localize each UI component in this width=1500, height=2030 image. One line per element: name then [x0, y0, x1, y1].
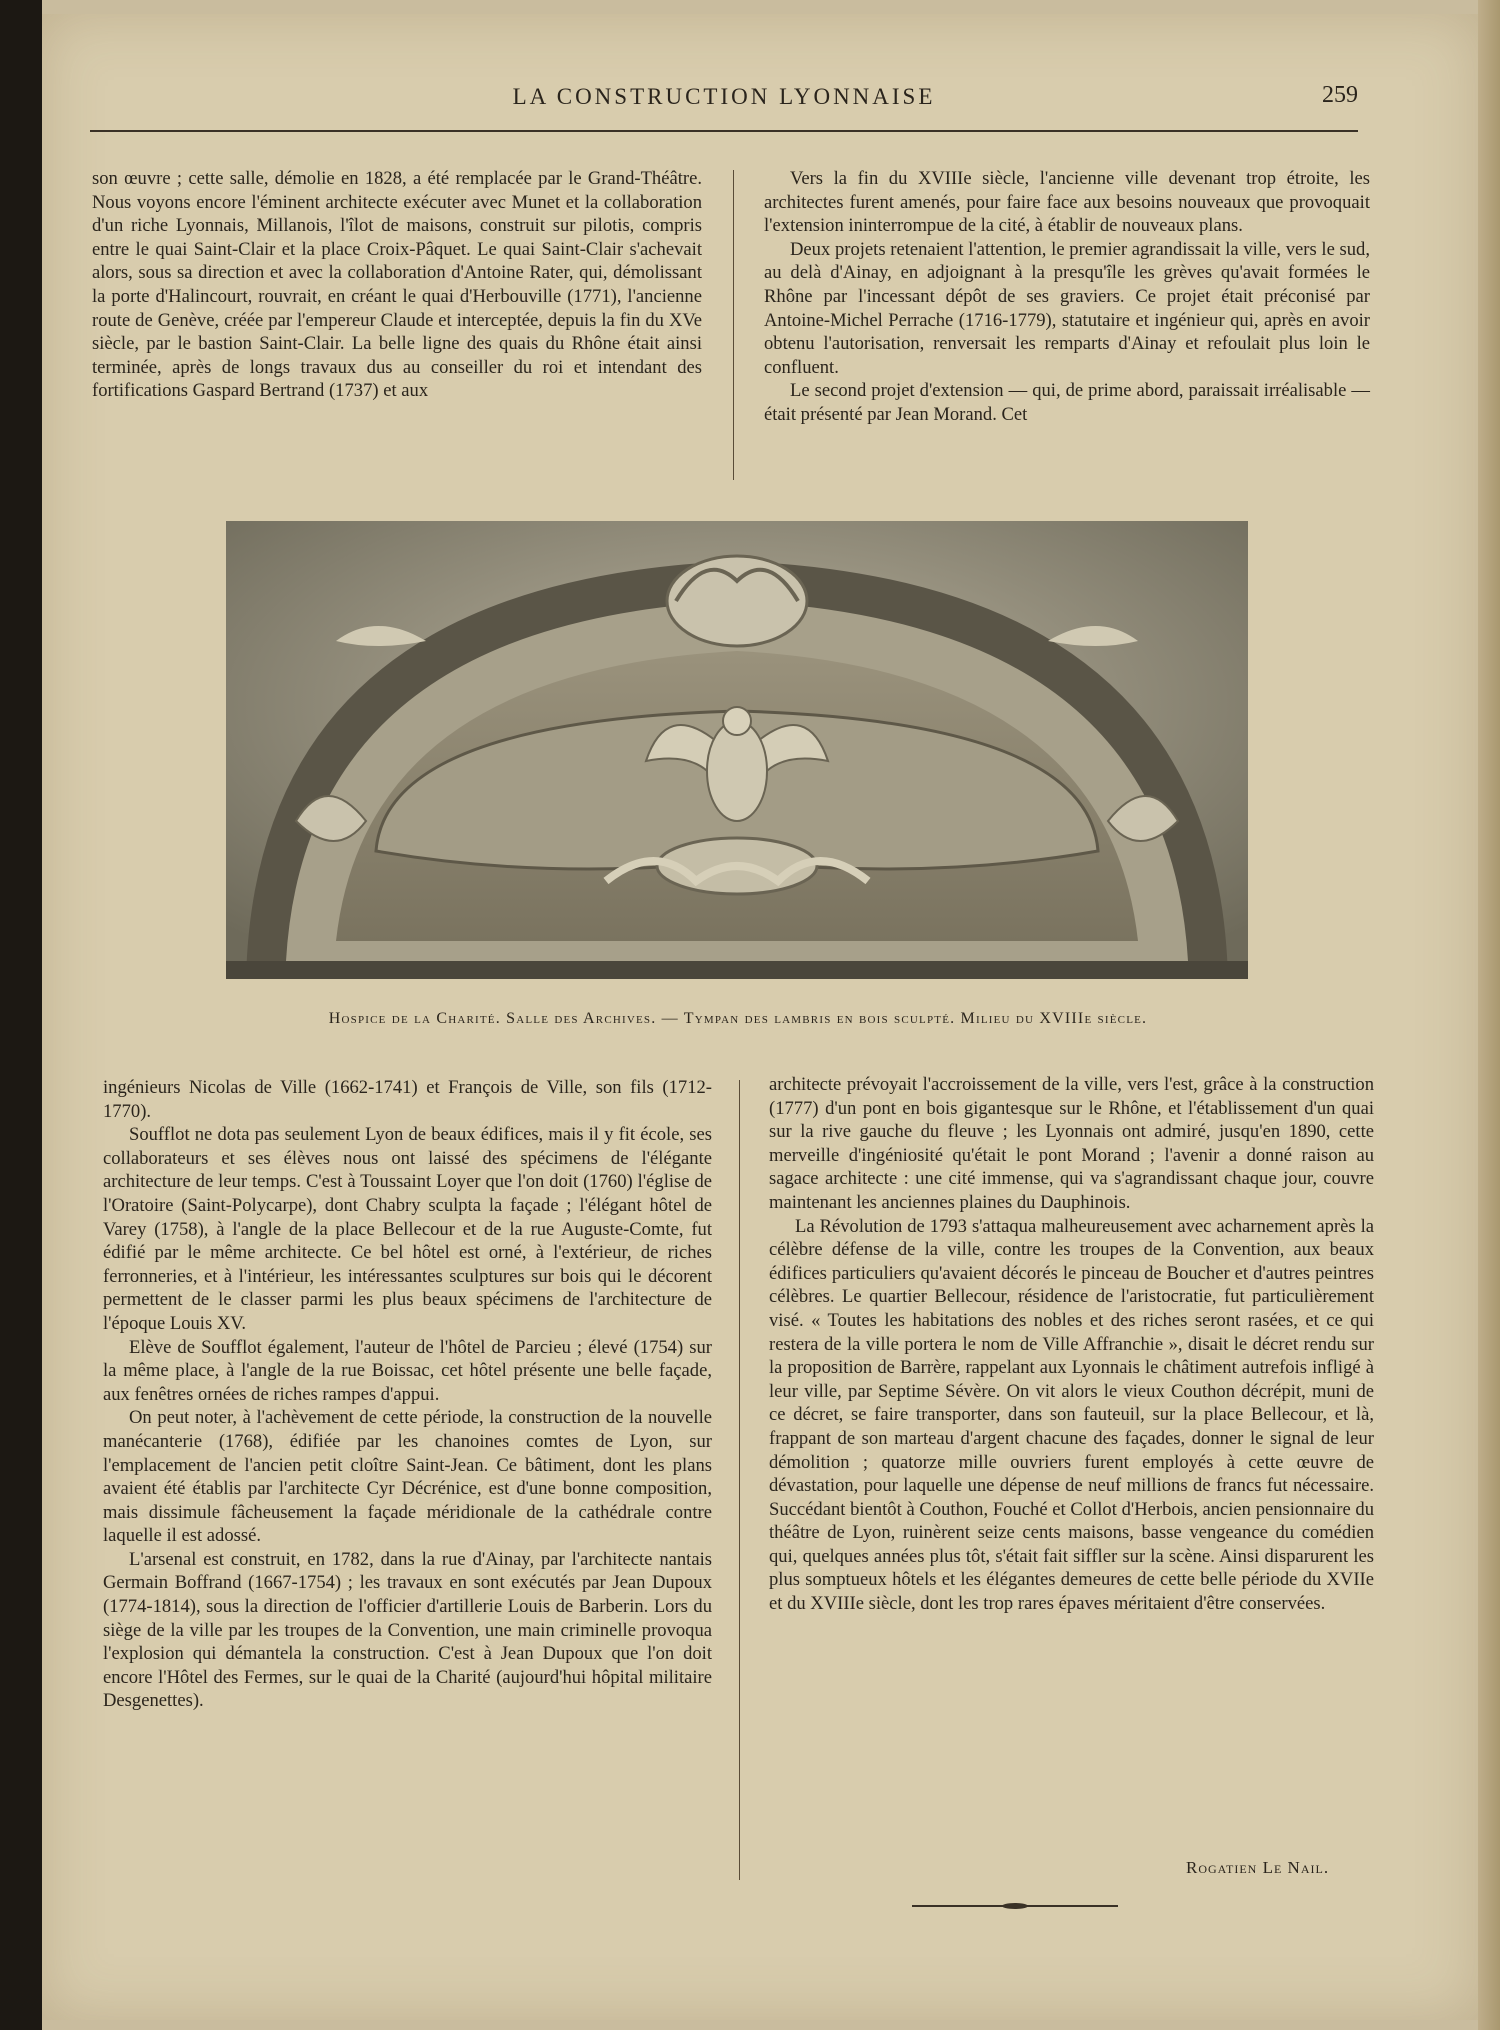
running-header — [90, 80, 1358, 130]
book-binding-edge — [0, 0, 42, 2030]
paragraph: Deux projets retenaient l'attention, le premier agrandissait la ville, vers le sud, au delà d'Ainay, en adjoignant à la presqu'île les grèves qu'avait formées le Rhône par l'incessant dépôt de ses graviers. Ce projet était préconisé par Antoine-Michel Perrache (1716-1779), statutaire et ingénieur qui, après en avoir obtenu l'autorisation, renversait les remparts d'Ainay et refoulait plus loin le confluent. — [764, 238, 1370, 378]
page-number: 259 — [1322, 82, 1358, 108]
paragraph: Elève de Soufflot également, l'auteur de l'hôtel de Parcieu ; élevé (1754) sur la même place, à l'angle de la rue Boissac, cet hôtel présente une belle façade, aux fenêtres ornées de riches rampes d'appui. — [103, 1336, 712, 1405]
column-divider — [739, 1080, 740, 1880]
end-ornament-rule — [912, 1905, 1118, 1907]
paragraph: son œuvre ; cette salle, démolie en 1828, a été remplacée par le Grand-Théâtre. Nous voyons encore l'éminent architecte exécuter avec Munet et la collaboration d'un riche Lyonnais, Millanois, l'îlot de maisons, construit sur pilotis, compris entre le quai Saint-Clair et la place Croix-Pâquet. Le quai Saint-Clair s'achevait alors, sous sa direction et avec la collaboration d'Antoine Rater, qui, démolissant la porte d'Halincourt, rouvrait, en créant le quai d'Herbouville (1771), l'ancienne route de Genève, créée par l'empereur Claude et interceptée, depuis la fin du XVe siècle, par le bastion Saint-Clair. La belle ligne des quais du Rhône était ainsi terminée, après de longs travaux dus au conseiller du roi et intendant des fortifications Gaspard Bertrand (1737) et aux — [92, 168, 702, 402]
paragraph: On peut noter, à l'achèvement de cette période, la construction de la nouvelle manécanterie (1768), édifiée par les chanoines comtes de Lyon, sur l'emplacement de l'ancien petit cloître Saint-Jean. Ce bâtiment, dont les plans avaient été établis par l'architecte Cyr Décrénice, est d'une bonne composition, mais dissimule fâcheusement la façade méridionale de la cathédrale contre laquelle il est adossé. — [103, 1407, 712, 1547]
journal-title: LA CONSTRUCTION LYONNAISE — [512, 84, 936, 109]
paragraph: Soufflot ne dota pas seulement Lyon de beaux édifices, mais il y fit école, ses collaborateurs et ses élèves nous ont laissé des spécimens de l'élégante architecture de leur temps. C'est à Toussaint Loyer que l'on doit (1760) l'église de l'Oratoire (Saint-Polycarpe), dont Chabry sculpta la façade ; l'élégant hôtel de Varey (1758), à l'angle de la place Bellecour et de la rue Auguste-Comte, fut édifié par le même architecte. Ce bel hôtel est orné, à l'extérieur, de riches ferronneries, et à l'intérieur, les intéressantes sculptures sur bois qui le décorent permettent de le classer parmi les plus beaux spécimens de l'architecture de l'époque Louis XV. — [103, 1124, 712, 1334]
paragraph: La Révolution de 1793 s'attaqua malheureusement avec acharnement après la célèbre défense de la ville, contre les troupes de la Convention, aux beaux édifices particuliers qu'avaient décorés le pinceau de Boucher et d'autres peintres célèbres. Le quartier Bellecour, résidence de l'aristocratie, fut particulièrement visé. « Toutes les habitations des nobles et des riches seront rasées, et ce qui restera de la ville portera le nom de Ville Affranchie », disait le décret rendu sur la proposition de Barrère, rappelant aux Lyonnais le châtiment autrefois infligé à leur ville, par Septime Sévère. On vit alors le vieux Couthon décrépit, muni de ce décret, se faire transporter, dans son fauteuil, sur la place Bellecour, et là, frappant de son marteau d'argent chacune des façades, donner le signal de leur démolition ; quatorze mille ouvriers furent employés à cette œuvre de dévastation, pour laquelle une dépense de neuf millions de francs fut nécessaire. Succédant bientôt à Couthon, Fouché et Collot d'Herbois, ancien pensionnaire du théâtre de Lyon, ruinèrent seize cents maisons, basse vengeance du comédien qui, quelques années plus tôt, s'était fait siffler sur la scène. Ainsi disparurent les plus somptueux hôtels et les élégantes demeures de cette belle période du XVIIe et du XVIIIe siècle, dont les trop rares épaves méritaient d'être conservées. — [769, 1215, 1374, 1615]
column-divider — [733, 170, 734, 480]
photo-caption: Hospice de la Charité. Salle des Archives. — Tympan des lambris en bois sculpté. Milieu du XVIIIe siècle. — [328, 1010, 1148, 1027]
page-edge — [1478, 0, 1500, 2030]
paragraph: Vers la fin du XVIIIe siècle, l'ancienne ville devenant trop étroite, les architectes furent amenés, pour faire face aux besoins nouveaux que provoquait l'extension ininterrompue de la cité, à établir de nouveaux plans. — [764, 168, 1370, 237]
header-rule — [90, 130, 1358, 132]
paragraph: Le second projet d'extension — qui, de prime abord, paraissait irréalisable — était présenté par Jean Morand. Cet — [764, 380, 1370, 425]
text-column-top-left — [92, 167, 702, 403]
author-signature: Rogatien Le Nail. — [1186, 1858, 1330, 1877]
text-column-top-right — [764, 167, 1370, 427]
paragraph: architecte prévoyait l'accroissement de la ville, vers l'est, grâce à la construction (1777) d'un pont en bois gigantesque sur le Rhône, et l'établissement d'un quai sur la rive gauche du fleuve ; les Lyonnais ont admiré, jusqu'en 1890, cette merveille d'ingéniosité qu'était le pont Morand ; l'avenir a donné raison au sagace architecte : une cité immense, qui va s'agrandissant chaque jour, couvre maintenant les anciennes plaines du Dauphinois. — [769, 1074, 1374, 1213]
paragraph: ingénieurs Nicolas de Ville (1662-1741) et François de Ville, son fils (1712-1770). — [103, 1077, 712, 1122]
carved-tympanum-image — [226, 521, 1248, 979]
text-column-bottom-right — [769, 1073, 1374, 1616]
tympanum-photograph — [226, 521, 1248, 979]
text-column-bottom-left — [103, 1076, 712, 1713]
paragraph: L'arsenal est construit, en 1782, dans la rue d'Ainay, par l'architecte nantais Germain Boffrand (1667-1754) ; les travaux en sont exécutés par Jean Dupoux (1774-1814), sous la direction de l'officier d'artillerie Louis de Barberin. Lors du siège de la ville par les troupes de la Convention, une main criminelle provoqua l'explosion qui démantela la construction. C'est à Jean Dupoux que l'on doit encore l'Hôtel des Fermes, sur le quai de la Charité (aujourd'hui hôpital militaire Desgenettes). — [103, 1548, 712, 1712]
